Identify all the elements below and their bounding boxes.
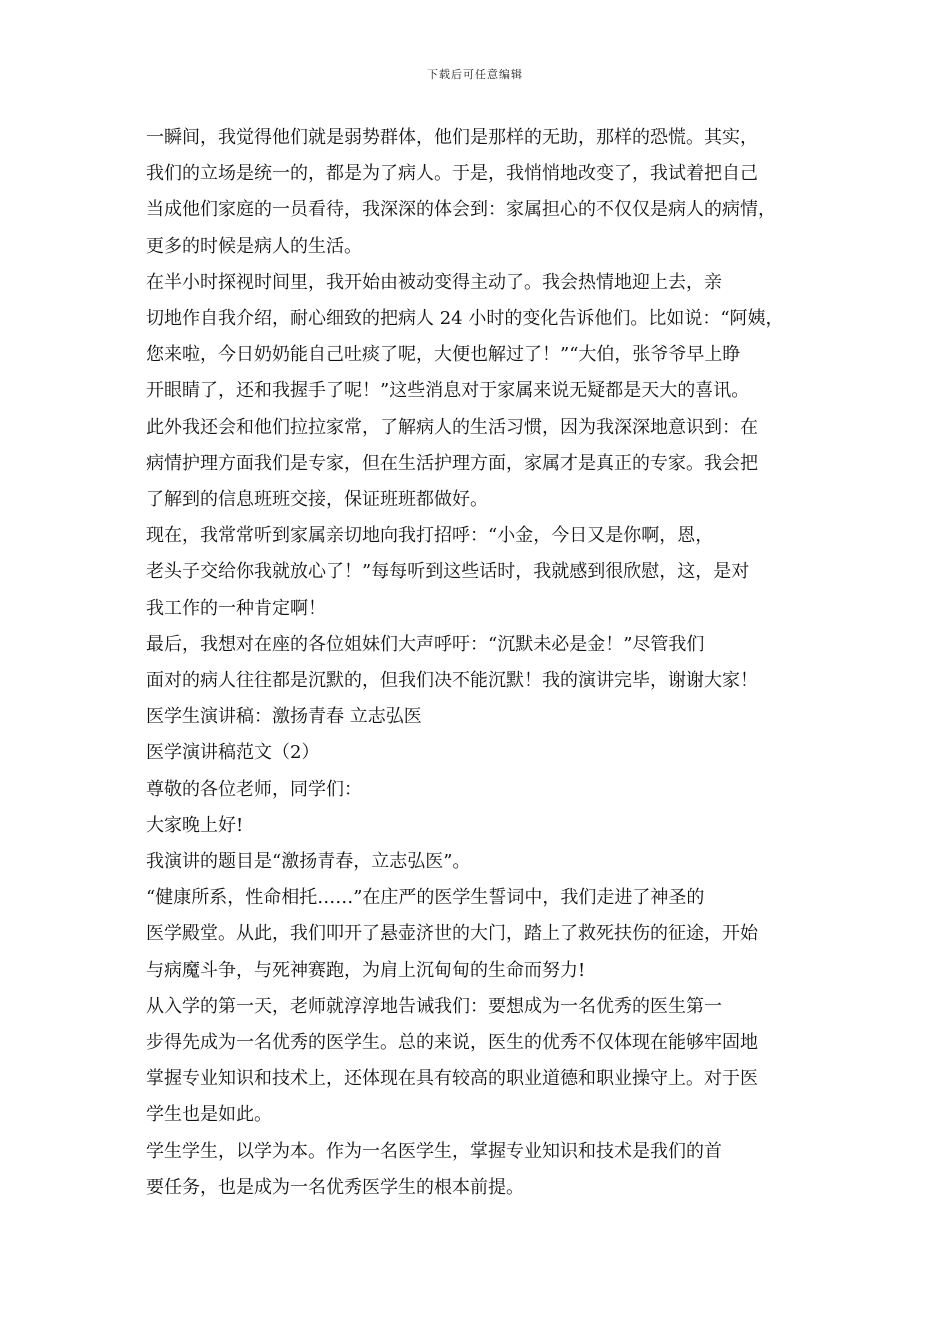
text-line: 步得先成为一名优秀的医学生。总的来说，医生的优秀不仅体现在能够牢固地 [146,1032,758,1054]
text-line: 我工作的一种肯定啊！ [146,597,326,619]
document-body [146,120,806,1206]
text-line: 当成他们家庭的一员看待，我深深的体会到：家属担心的不仅仅是病人的病情， [146,199,776,221]
text-line: 您来啦，今日奶奶能自己吐痰了呢，大便也解过了！”“大伯，张爷爷早上睁 [146,344,741,366]
text-line: 大家晚上好! [146,814,244,836]
text-line: 尊敬的各位老师，同学们： [146,778,362,800]
text-line: 更多的时候是病人的生活。 [146,235,362,257]
section-subtitle: 医学演讲稿范文（2） [146,742,320,764]
text-line: 面对的病人往往都是沉默的，但我们决不能沉默！我的演讲完毕，谢谢大家！ [146,670,758,692]
text-line: 我们的立场是统一的，都是为了病人。于是，我悄悄地改变了，我试着把自己 [146,163,758,185]
text-line: 与病魔斗争，与死神赛跑，为肩上沉甸甸的生命而努力! [146,959,586,981]
text-line: “健康所系，性命相托……”在庄严的医学生誓词中，我们走进了神圣的 [146,887,705,909]
text-line: 一瞬间，我觉得他们就是弱势群体，他们是那样的无助，那样的恐慌。其实， [146,127,758,148]
text-line: 我演讲的题目是“激扬青春，立志弘医”。 [146,851,471,873]
text-line: 掌握专业知识和技术上，还体现在具有较高的职业道德和职业操守上。对于医 [146,1068,758,1090]
text-line: 学生学生，以学为本。作为一名医学生，掌握专业知识和技术是我们的首 [146,1140,722,1162]
text-line: 了解到的信息班班交接，保证班班都做好。 [146,489,488,511]
section-title: 医学生演讲稿：激扬青春 立志弘医 [146,706,422,728]
text-line: 学生也是如此。 [146,1104,272,1126]
text-line: 开眼睛了，还和我握手了呢！”这些消息对于家属来说无疑都是天大的喜讯。 [146,380,750,402]
text-line: 从入学的第一天，老师就淳淳地告诫我们：要想成为一名优秀的医生第一 [146,995,722,1017]
text-line: 切地作自我介绍，耐心细致的把病人 24 小时的变化告诉他们。比如说：“阿姨， [146,308,784,330]
text-line: 现在，我常常听到家属亲切地向我打招呼：“小金，今日又是你啊，恩， [146,525,714,547]
text-line: 此外我还会和他们拉拉家常，了解病人的生活习惯，因为我深深地意识到：在 [146,416,758,438]
text-line: 最后，我想对在座的各位姐妹们大声呼吁：“沉默未必是金！”尽管我们 [146,633,705,655]
page-header-note: 下载后可任意编辑 [427,68,523,81]
text-line: 病情护理方面我们是专家，但在生活护理方面，家属才是真正的专家。我会把 [146,452,758,474]
text-line: 要任务，也是成为一名优秀医学生的根本前提。 [146,1176,524,1198]
text-line: 老头子交给你我就放心了！”每每听到这些话时，我就感到很欣慰，这，是对 [146,561,750,583]
text-line: 在半小时探视时间里，我开始由被动变得主动了。我会热情地迎上去，亲 [146,271,722,293]
text-line: 医学殿堂。从此，我们叩开了悬壶济世的大门，踏上了救死扶伤的征途，开始 [146,923,758,945]
